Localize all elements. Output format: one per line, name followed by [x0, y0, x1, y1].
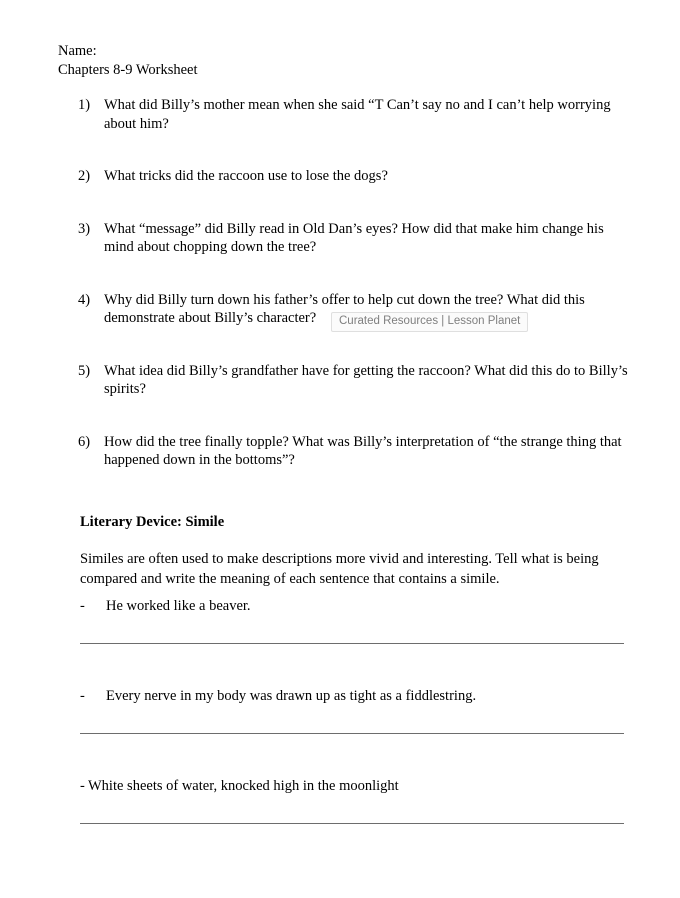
simile-line — [80, 777, 628, 796]
question-number: 4) — [78, 291, 91, 308]
question-list — [78, 96, 630, 504]
question-number: 6) — [78, 433, 91, 450]
lesson-planet-watermark[interactable]: Curated Resources | Lesson Planet — [331, 312, 528, 332]
question-number: 1) — [78, 97, 91, 113]
simile-entry — [80, 687, 628, 734]
question-item — [78, 220, 630, 257]
simile-line — [80, 687, 628, 706]
simile-text: White sheets of water, knocked high in the moonlight — [88, 778, 399, 794]
question-text: What idea did Billy’s grandfather have for getting the raccoon? What did this do to Billy’s spirits? — [104, 362, 628, 397]
bullet-dash: - — [80, 688, 85, 704]
simile-text: Every nerve in my body was drawn up as tight as a fiddlestring. — [106, 688, 477, 704]
question-text: What “message” did Billy read in Old Dan’s eyes? How did that make him change his mind about chopping down the tree? — [104, 220, 604, 255]
question-item — [78, 362, 630, 399]
question-text: What did Billy’s mother mean when she said “T Can’t say no and I can’t help worrying about him? — [104, 97, 611, 132]
answer-rule-line[interactable] — [80, 822, 624, 824]
question-item — [78, 96, 630, 133]
question-item — [78, 167, 630, 186]
question-text: Why did Billy turn down his father’s offer to help cut down the tree? What did this demonstrate about Billy’s character? — [104, 291, 585, 326]
question-number: 5) — [78, 362, 91, 379]
question-text: How did the tree finally topple? What was Billy’s interpretation of “the strange thing that happened down in the bottoms”? — [104, 433, 622, 468]
worksheet-title: Chapters 8-9 Worksheet — [58, 62, 198, 78]
question-text: What tricks did the raccoon use to lose the dogs? — [104, 168, 388, 184]
name-field-label: Name: — [58, 43, 97, 59]
section-heading-literary-device: Literary Device: Simile — [80, 514, 225, 530]
document-header — [58, 42, 198, 80]
question-item — [78, 433, 630, 470]
bullet-dash: - — [80, 778, 85, 794]
simile-entry — [80, 777, 628, 824]
bullet-dash: - — [80, 598, 85, 614]
answer-rule-line[interactable] — [80, 732, 624, 734]
simile-line — [80, 597, 628, 616]
simile-entry — [80, 597, 628, 644]
section-instructions: Similes are often used to make descriptions more vivid and interesting. Tell what is being compared and write the meaning of each sentence that contains a simile. — [80, 551, 599, 587]
question-number: 3) — [78, 220, 91, 237]
answer-rule-line[interactable] — [80, 642, 624, 644]
question-number: 2) — [78, 168, 91, 184]
simile-text: He worked like a beaver. — [106, 598, 251, 614]
